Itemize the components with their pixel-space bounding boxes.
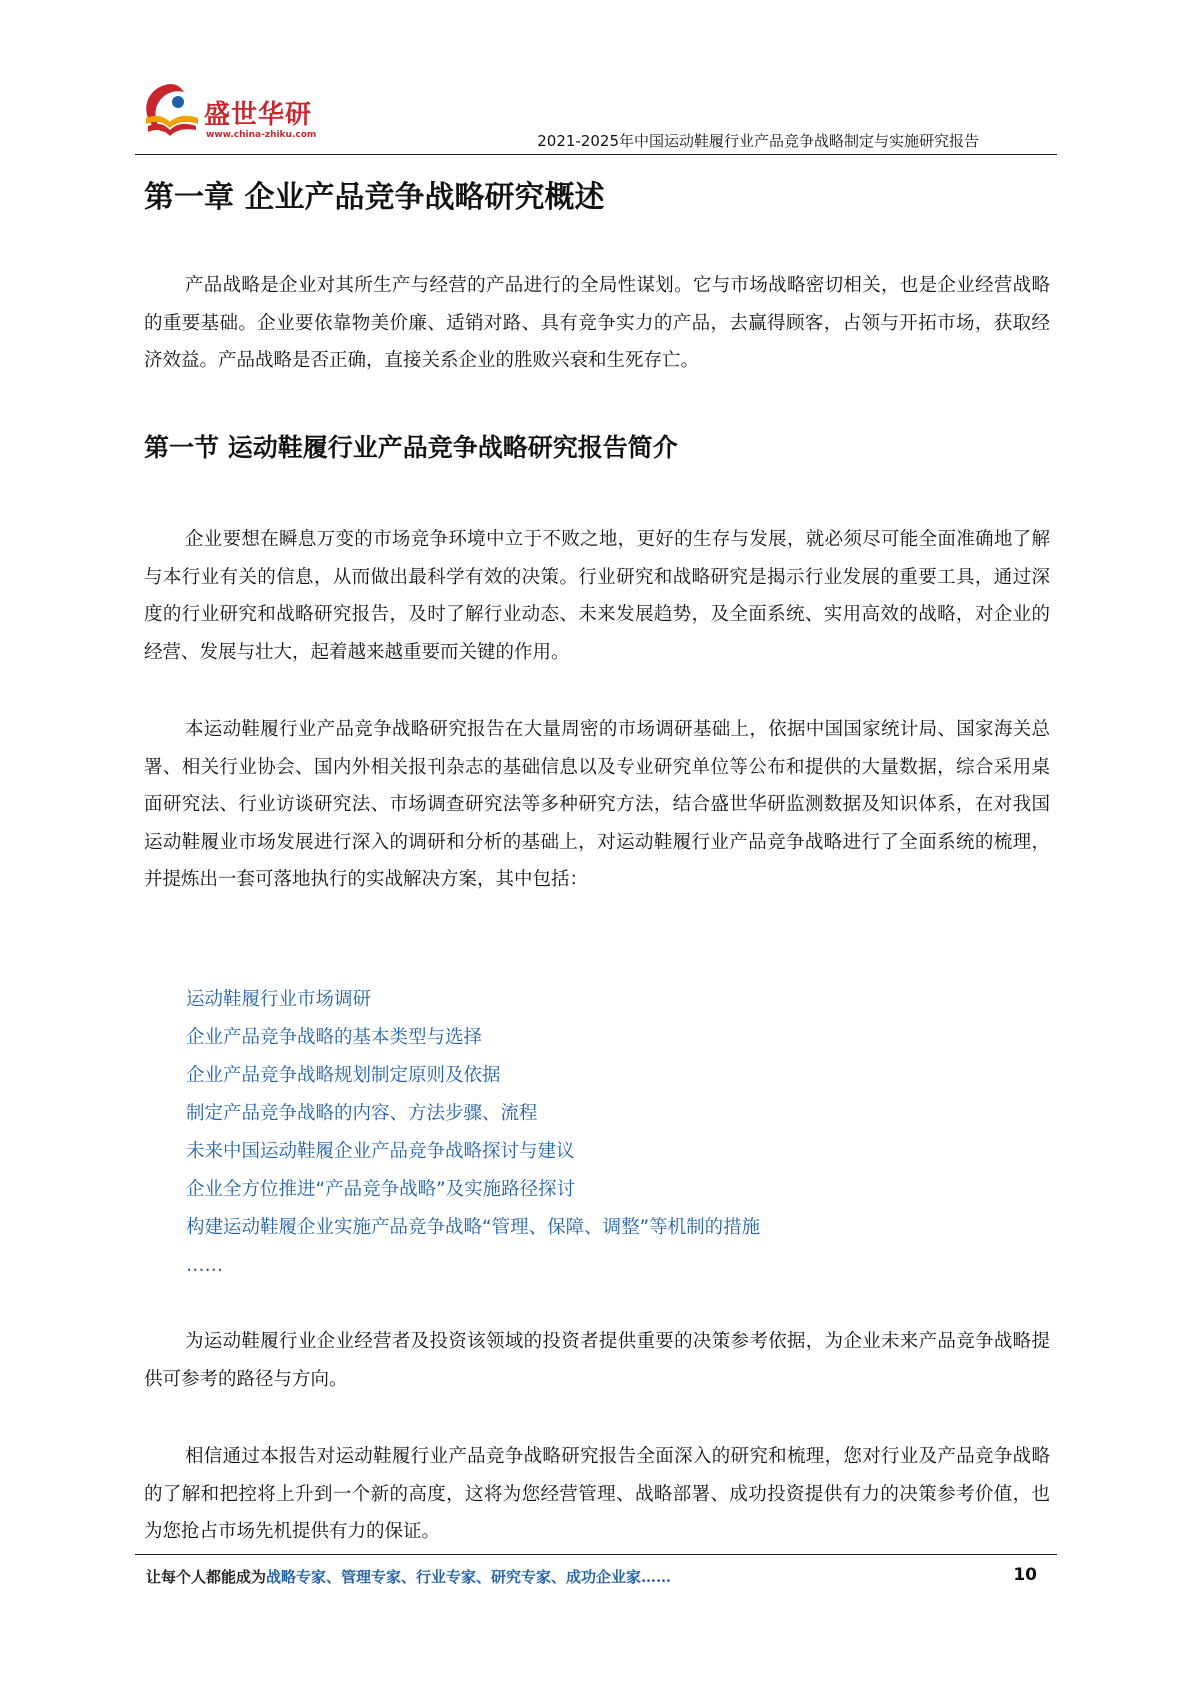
- logo-emblem-icon: [140, 78, 204, 140]
- logo-name: 盛世华研: [204, 100, 313, 130]
- contents-link[interactable]: 运动鞋履行业市场调研: [186, 989, 372, 1010]
- body-paragraph: 为运动鞋履行业企业经营者及投资该领域的投资者提供重要的决策参考依据，为企业未来产品竞争战略提供可参考的路径与方向。: [144, 1331, 1050, 1390]
- page-number: 10: [1013, 1565, 1037, 1585]
- header-divider: [135, 154, 1057, 155]
- body-paragraph: 企业要想在瞬息万变的市场竞争环境中立于不败之地，更好的生存与发展，就必须尽可能全面准确地了解与本行业有关的信息，从而做出最科学有效的决策。行业研究和战略研究是揭示行业发展的重要工具，通过深度的行业研究和战略研究报告，及时了解行业动态、未来发展趋势，及全面系统、实用高效的战略，对企业的经营、发展与壮大，起着越来越重要而关键的作用。: [144, 529, 1050, 663]
- contents-link[interactable]: 未来中国运动鞋履企业产品竞争战略探讨与建议: [186, 1141, 575, 1162]
- contents-link[interactable]: 企业全方位推进“产品竞争战略”及实施路径探讨: [186, 1179, 576, 1200]
- contents-link[interactable]: 构建运动鞋履企业实施产品竞争战略“管理、保障、调整”等机制的措施: [186, 1217, 761, 1238]
- contents-link[interactable]: 制定产品竞争战略的内容、方法步骤、流程: [186, 1103, 538, 1124]
- company-logo: [140, 78, 340, 148]
- body-paragraph: 本运动鞋履行业产品竞争战略研究报告在大量周密的市场调研基础上，依据中国国家统计局、国家海关总署、相关行业协会、国内外相关报刊杂志的基础信息以及专业研究单位等公布和提供的大量数据，综合采用桌面研究法、行业访谈研究法、市场调查研究法等多种研究方法，结合盛世华研监测数据及知识体系，在对我国运动鞋履业市场发展进行深入的调研和分析的基础上，对运动鞋履行业产品竞争战略进行了全面系统的梳理，并提炼出一套可落地执行的实战解决方案，其中包括：: [144, 719, 1050, 890]
- section-title: 第一节 运动鞋履行业产品竞争战略研究报告简介: [144, 433, 678, 462]
- contents-link[interactable]: 企业产品竞争战略规划制定原则及依据: [186, 1065, 501, 1086]
- footer-slogan: [146, 1566, 671, 1587]
- chapter-title: 第一章 企业产品竞争战略研究概述: [144, 180, 605, 215]
- contents-link[interactable]: 企业产品竞争战略的基本类型与选择: [186, 1027, 483, 1048]
- intro-paragraph: 产品战略是企业对其所生产与经营的产品进行的全局性谋划。它与市场战略密切相关，也是企业经营战略的重要基础。企业要依靠物美价廉、适销对路、具有竞争实力的产品，去赢得顾客，占领与开拓市场，获取经济效益。产品战略是否正确，直接关系企业的胜败兴衰和生死存亡。: [144, 275, 1050, 371]
- footer-divider: [135, 1554, 1057, 1555]
- report-title: 2021-2025年中国运动鞋履行业产品竞争战略制定与实施研究报告: [537, 132, 979, 150]
- body-paragraph: 相信通过本报告对运动鞋履行业产品竞争战略研究报告全面深入的研究和梳理，您对行业及产品竞争战略的了解和把控将上升到一个新的高度，这将为您经营管理、战略部署、成功投资提供有力的决策参考价值，也为您抢占市场先机提供有力的保证。: [144, 1446, 1050, 1542]
- contents-ellipsis: ……: [186, 1255, 223, 1276]
- footer-highlight: 战略专家、管理专家、行业专家、研究专家、成功企业家……: [266, 1568, 672, 1586]
- logo-url: www.china-zhiku.com: [206, 130, 317, 140]
- page-header: [135, 78, 1057, 156]
- contents-list: [186, 981, 760, 1285]
- footer-prefix: 让每个人都能成为: [146, 1568, 267, 1586]
